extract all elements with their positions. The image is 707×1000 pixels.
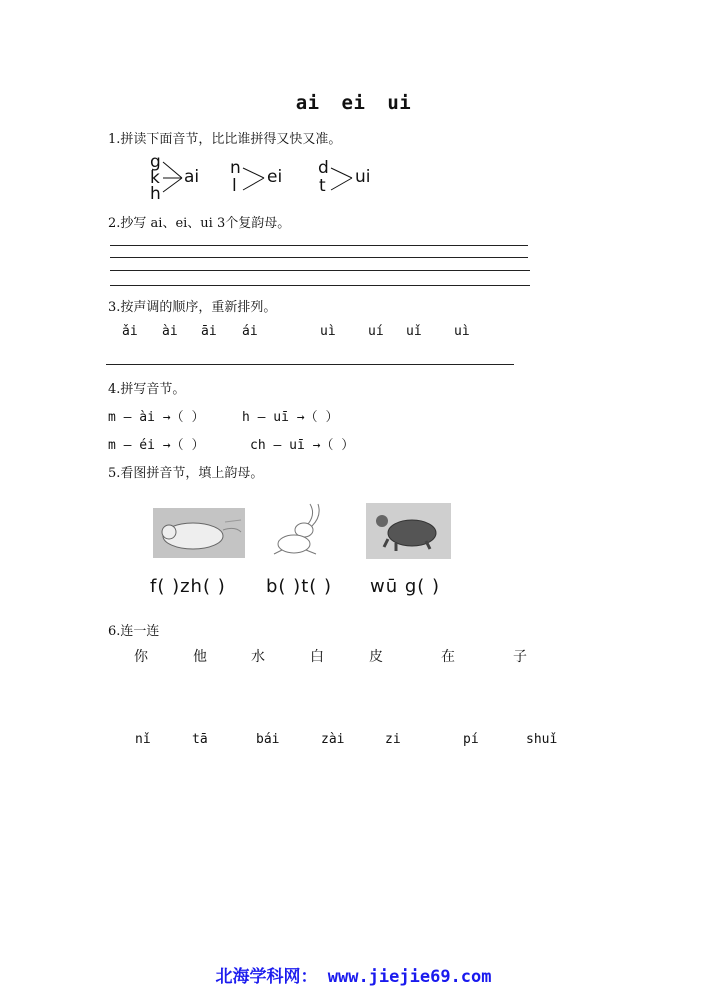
pinyin-ni[interactable]: nǐ (135, 732, 151, 747)
pinyin-shui[interactable]: shuǐ (526, 732, 558, 747)
connector-lines (162, 158, 184, 194)
answer-line[interactable] (106, 364, 514, 365)
syllable: uí (368, 324, 384, 339)
final-ai: ai (184, 167, 200, 187)
char-zi[interactable]: 子 (513, 649, 527, 665)
final-ei: ei (267, 167, 283, 187)
footer-website[interactable]: 北海学科网： www.jiejie69.com (215, 967, 492, 987)
initial-g: g (150, 152, 161, 172)
spell-item-mei: m — éi →（ ） (108, 438, 205, 453)
char-zai[interactable]: 在 (441, 649, 455, 665)
question-2-label: 2.抄写 ai、ei、ui 3个复韵母。 (108, 216, 291, 231)
syllable: uì (320, 324, 336, 339)
pig-picture (153, 508, 245, 558)
answer-pig[interactable]: f( )zh( ) (150, 576, 226, 597)
initial-n: n (230, 158, 241, 178)
syllable: ài (162, 324, 178, 339)
writing-line[interactable] (110, 285, 530, 286)
syllable: ǎi (122, 324, 138, 339)
connector-lines (242, 164, 266, 192)
question-1-label: 1.拼读下面音节，比比谁拼得又快又准。 (108, 132, 342, 147)
initial-d: d (318, 158, 329, 178)
writing-line[interactable] (110, 245, 528, 246)
spell-item-chui: ch — uī →（ ） (250, 438, 355, 453)
page-title: ai ei ui (295, 92, 412, 114)
question-5-label: 5.看图拼音节，填上韵母。 (108, 466, 264, 481)
question-4-label: 4.拼写音节。 (108, 382, 186, 397)
answer-turtle[interactable]: wū g( ) (370, 576, 441, 597)
char-shui[interactable]: 水 (251, 649, 265, 665)
syllable-group-ai (148, 152, 238, 202)
pig-icon (153, 508, 245, 558)
rabbit-picture (270, 500, 328, 560)
pinyin-bai[interactable]: bái (256, 732, 280, 747)
syllable: uì (454, 324, 470, 339)
answer-rabbit[interactable]: b( )t( ) (266, 576, 333, 597)
syllable-group-ui (318, 158, 398, 198)
question-6-label: 6.连一连 (108, 624, 160, 639)
syllable: ái (242, 324, 258, 339)
question-3-label: 3.按声调的顺序，重新排列。 (108, 300, 277, 315)
syllable: āi (201, 324, 217, 339)
syllable-group-ei (230, 158, 310, 198)
writing-line[interactable] (110, 257, 528, 258)
writing-line[interactable] (110, 270, 530, 271)
pinyin-zai[interactable]: zài (321, 732, 345, 747)
char-ta[interactable]: 他 (193, 649, 207, 665)
turtle-icon (366, 503, 451, 559)
initial-k: k (150, 168, 160, 188)
spell-item-hui: h — uī →（ ） (242, 410, 339, 425)
turtle-picture (366, 503, 451, 559)
final-ui: ui (355, 167, 371, 187)
initial-l: l (232, 176, 237, 196)
connector-lines (330, 164, 354, 192)
syllable: uǐ (406, 324, 422, 339)
pinyin-zi[interactable]: zi (385, 732, 401, 747)
char-ni[interactable]: 你 (134, 649, 148, 665)
initial-h: h (150, 184, 161, 204)
initial-t: t (319, 176, 326, 196)
char-bai[interactable]: 白 (310, 649, 324, 665)
char-pi[interactable]: 皮 (369, 649, 383, 665)
rabbit-icon (270, 500, 328, 560)
spell-item-mai: m — ài →（ ） (108, 410, 205, 425)
pinyin-pi[interactable]: pí (463, 732, 479, 747)
pinyin-ta[interactable]: tā (192, 732, 208, 747)
